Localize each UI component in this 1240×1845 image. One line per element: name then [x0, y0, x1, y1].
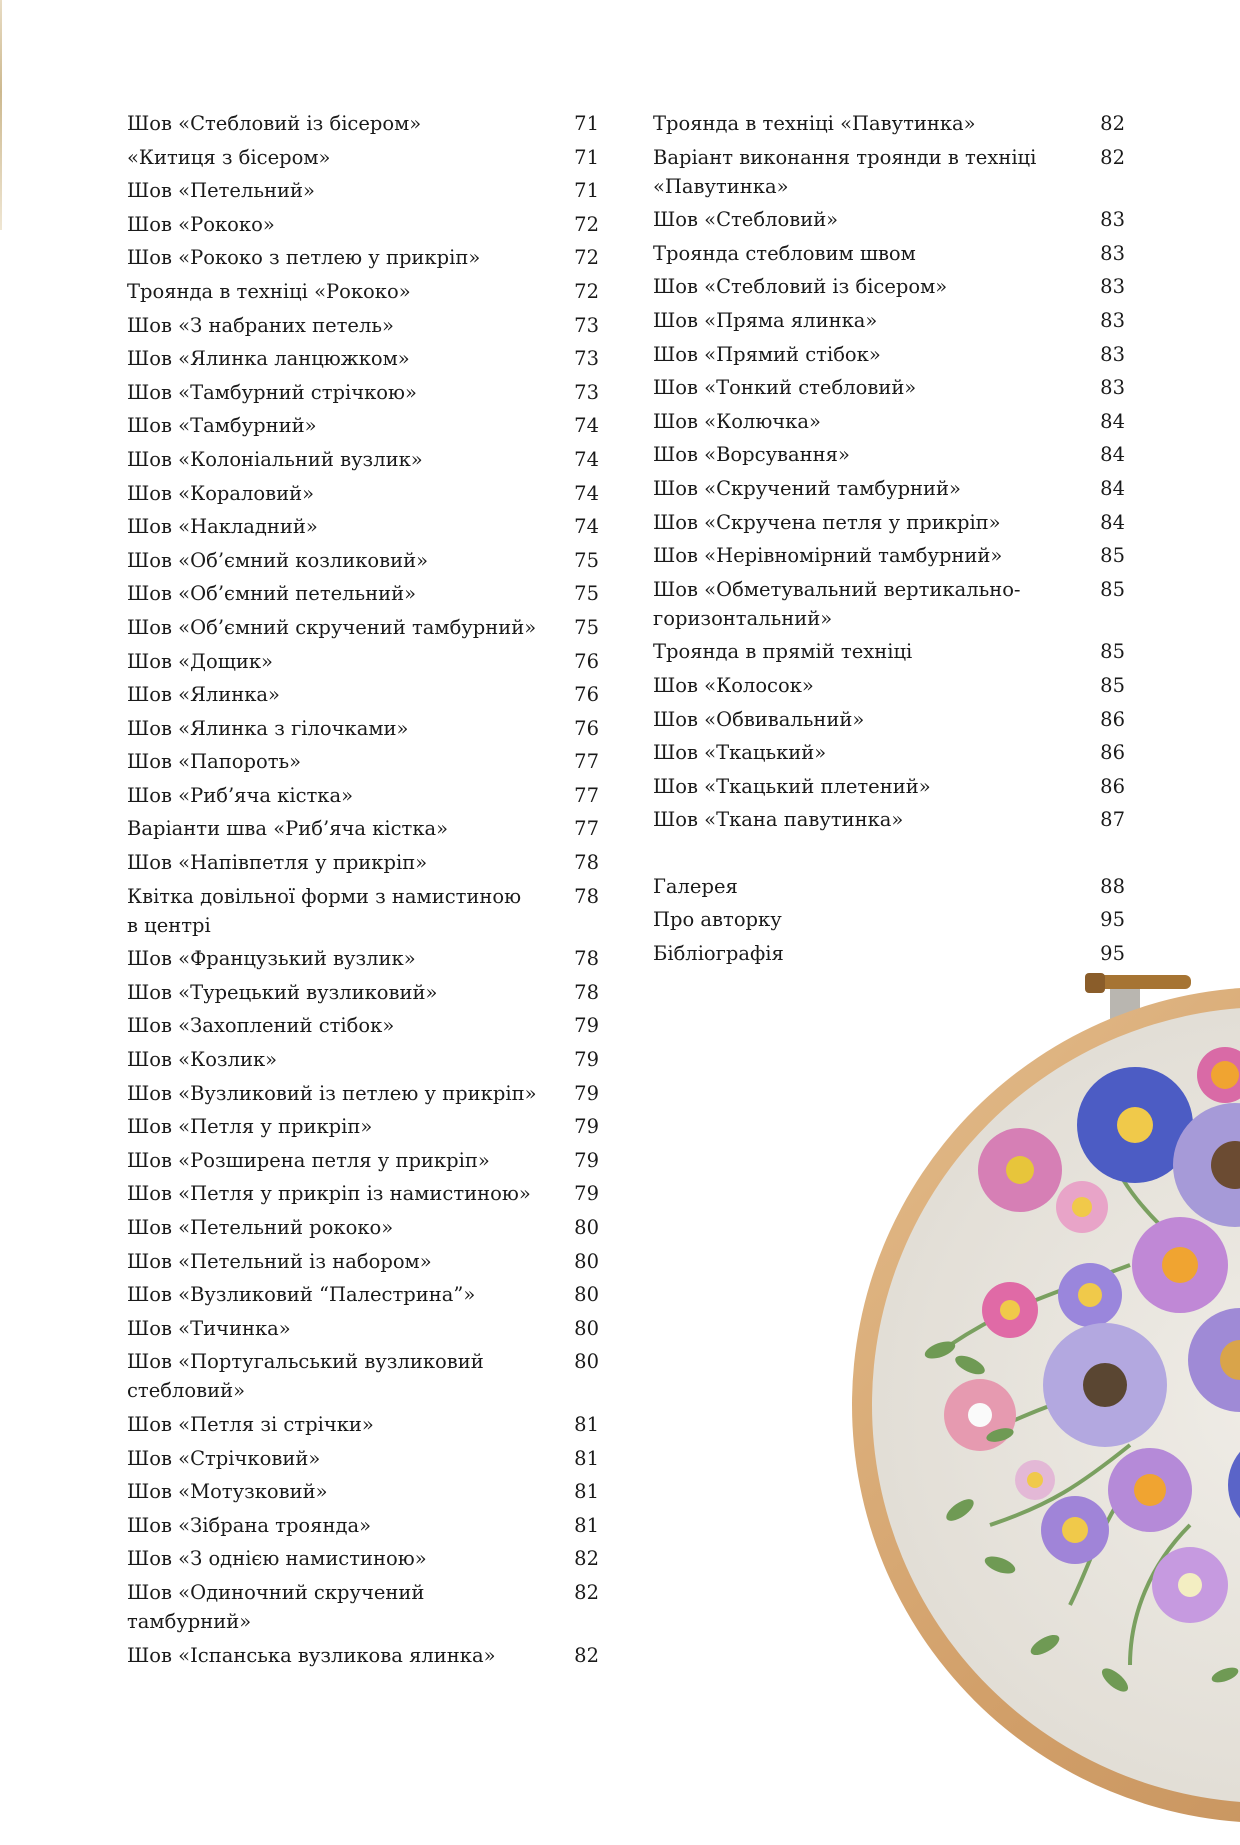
toc-entry: [127, 848, 599, 877]
toc-entry: [653, 872, 1125, 901]
toc-entry: [127, 143, 599, 172]
toc-entry: [127, 747, 599, 776]
toc-entry: [653, 340, 1125, 369]
embroidery-hoop-image: [830, 965, 1240, 1845]
toc-entry-title: Шов «Французький вузлик»: [127, 947, 416, 971]
toc-entry-page-number: 73: [574, 347, 599, 371]
toc-entry: [127, 243, 599, 272]
toc-entry-title: Шов «Петля у прикріп із намистиною»: [127, 1182, 531, 1206]
toc-entry-page-number: 78: [574, 947, 599, 971]
toc-entry: [127, 579, 599, 608]
toc-entry: [653, 705, 1125, 734]
toc-entry-page-number: 83: [1100, 376, 1125, 400]
toc-entry: [127, 714, 599, 743]
toc-entry-title: Шов «Петля у прикріп»: [127, 1115, 373, 1139]
toc-back-matter: [653, 872, 1125, 968]
toc-entry-title: Шов «Ткана павутинка»: [653, 808, 904, 832]
toc-entry-page-number: 79: [574, 1048, 599, 1072]
toc-entry-title: Шов «Петельний із набором»: [127, 1249, 432, 1273]
toc-entry: [127, 1410, 599, 1439]
toc-entry-page-number: 73: [574, 380, 599, 404]
toc-entry-title: Троянда стебловим швом: [653, 241, 916, 265]
toc-entry-title: Шов «Риб’яча кістка»: [127, 783, 354, 807]
toc-entry-title: Шов «Дощик»: [127, 649, 273, 673]
toc-entry-title: Шов «Козлик»: [127, 1048, 278, 1072]
toc-entry-page-number: 71: [574, 145, 599, 169]
toc-entry-title: Троянда в техніці «Рококо»: [127, 279, 411, 303]
toc-entry-page-number: 81: [574, 1446, 599, 1470]
toc-entry: [653, 541, 1125, 570]
toc-entry-page-number: 83: [1100, 241, 1125, 265]
toc-entry-page-number: 87: [1100, 808, 1125, 832]
toc-entry-page-number: 79: [574, 1115, 599, 1139]
toc-entry: [127, 944, 599, 973]
toc-entry: [127, 1477, 599, 1506]
toc-right-entries: [653, 109, 1125, 834]
toc-entry-page-number: 76: [574, 683, 599, 707]
toc-entry: [653, 407, 1125, 436]
toc-entry-title: Шов «Тонкий стебловий»: [653, 376, 917, 400]
toc-entry-page-number: 77: [574, 783, 599, 807]
toc-entry-title: Шов «Мотузковий»: [127, 1480, 328, 1504]
toc-entry: [127, 1146, 599, 1175]
toc-entry-page-number: 78: [574, 980, 599, 1004]
toc-entry-title: Шов «Стебловий»: [653, 208, 839, 232]
toc-entry-page-number: 84: [1100, 443, 1125, 467]
toc-entry: [653, 939, 1125, 968]
toc-entry-title: Шов «Ткацький плетений»: [653, 774, 931, 798]
toc-entry-title: Квітка довільної форми з намистиною в центрі: [127, 884, 522, 937]
toc-entry-title: Шов «Об’ємний скручений тамбурний»: [127, 615, 537, 639]
toc-entry-page-number: 74: [574, 447, 599, 471]
toc-entry-page-number: 84: [1100, 476, 1125, 500]
toc-entry-page-number: 84: [1100, 510, 1125, 534]
toc-entry-page-number: 80: [574, 1283, 599, 1307]
toc-entry-title: Шов «Ялинка з гілочками»: [127, 716, 409, 740]
toc-group-separator: [653, 839, 1125, 872]
toc-entry-page-number: 82: [574, 1547, 599, 1571]
toc-entry: [127, 1280, 599, 1309]
toc-entry-title: Шов «Стрічковий»: [127, 1446, 321, 1470]
toc-entry: [127, 1641, 599, 1670]
toc-entry-title: Шов «Об’ємний козликовий»: [127, 548, 429, 572]
toc-entry: [127, 978, 599, 1007]
toc-entry-title: Шов «Ялинка ланцюжком»: [127, 347, 410, 371]
toc-entry-page-number: 80: [574, 1316, 599, 1340]
toc-entry: [653, 109, 1125, 138]
toc-entry: [127, 1511, 599, 1540]
toc-entry-page-number: 79: [574, 1182, 599, 1206]
toc-entry-title: Троянда в техніці «Павутинка»: [653, 112, 976, 135]
toc-entry-page-number: 74: [574, 515, 599, 539]
toc-entry-page-number: 81: [574, 1412, 599, 1436]
page-spine-edge: [0, 0, 2, 230]
toc-entry-page-number: 80: [574, 1216, 599, 1239]
toc-entry: [127, 512, 599, 541]
toc-entry-page-number: 75: [574, 582, 599, 606]
toc-entry-title: Шов «Португальський вузликовий стебловий»: [127, 1350, 484, 1403]
toc-entry-title: Шов «Одиночний скручений тамбурний»: [127, 1580, 425, 1633]
toc-entry-title: «Китиця з бісером»: [127, 145, 331, 169]
toc-entry-title: Шов «З набраних петель»: [127, 313, 394, 337]
toc-entry-title: Шов «Петля зі стрічки»: [127, 1412, 374, 1436]
toc-entry-page-number: 83: [1100, 308, 1125, 332]
toc-entry: [127, 1314, 599, 1343]
toc-entry-page-number: 82: [574, 1643, 599, 1667]
toc-entry-page-number: 77: [574, 750, 599, 774]
toc-entry-page-number: 74: [574, 414, 599, 438]
toc-entry-page-number: 73: [574, 313, 599, 337]
toc-entry: [653, 637, 1125, 666]
toc-entry-page-number: 88: [1100, 874, 1125, 898]
toc-entry: [127, 814, 599, 843]
toc-entry: [127, 1045, 599, 1074]
toc-entry-title: Шов «Розширена петля у прикріп»: [127, 1148, 490, 1172]
toc-entry-page-number: 80: [574, 1350, 599, 1374]
toc-entry-title: Шов «Колючка»: [653, 409, 821, 433]
toc-entry-page-number: 82: [574, 1580, 599, 1604]
toc-entry-title: Шов «Ялинка»: [127, 683, 280, 707]
toc-entry: [127, 378, 599, 407]
toc-entry: [127, 1444, 599, 1473]
toc-entry: [127, 781, 599, 810]
toc-entry: [653, 805, 1125, 834]
toc-entry: [127, 109, 599, 138]
toc-entry-page-number: 83: [1100, 275, 1125, 299]
toc-entry-title: Шов «Ворсування»: [653, 443, 850, 467]
toc-entry: [127, 176, 599, 205]
toc-entry: [127, 1179, 599, 1208]
toc-entry: [653, 508, 1125, 537]
toc-entry: [127, 1112, 599, 1141]
toc-entry-page-number: 80: [574, 1249, 599, 1273]
toc-entry-page-number: 78: [574, 851, 599, 875]
toc-entry: [127, 210, 599, 239]
toc-entry-page-number: 82: [1100, 112, 1125, 135]
toc-entry-title: Галерея: [653, 874, 738, 898]
toc-entry-page-number: 85: [1100, 577, 1125, 601]
toc-entry-title: Шов «Ткацький»: [653, 741, 827, 765]
toc-entry-page-number: 85: [1100, 673, 1125, 697]
toc-entry-title: Бібліографія: [653, 942, 784, 966]
toc-entry-page-number: 86: [1100, 741, 1125, 765]
toc-entry-page-number: 81: [574, 1480, 599, 1504]
toc-entry: [127, 1347, 599, 1405]
toc-entry-title: Шов «Захоплений стібок»: [127, 1014, 395, 1038]
toc-entry: [127, 680, 599, 709]
toc-entry: [127, 1079, 599, 1108]
toc-entry: [127, 1213, 599, 1242]
toc-entry-title: Шов «Петельний рококо»: [127, 1216, 394, 1239]
toc-entry-page-number: 75: [574, 615, 599, 639]
toc-entry-title: Троянда в прямій техніці: [653, 640, 913, 664]
toc-entry-title: Шов «Прямий стібок»: [653, 342, 881, 366]
toc-entry: [127, 1544, 599, 1573]
toc-entry-title: Шов «Скручений тамбурний»: [653, 476, 961, 500]
toc-entry-page-number: 75: [574, 548, 599, 572]
toc-entry-title: Шов «Кораловий»: [127, 481, 315, 505]
toc-entry-title: Шов «Обвивальний»: [653, 707, 865, 731]
toc-entry-page-number: 77: [574, 817, 599, 841]
toc-entry-title: Шов «З однією намистиною»: [127, 1547, 427, 1571]
toc-right-column: [653, 109, 1125, 973]
toc-entry: [653, 772, 1125, 801]
toc-entry: [127, 613, 599, 642]
toc-entry: [653, 671, 1125, 700]
toc-entry-title: Шов «Рококо з петлею у прикріп»: [127, 246, 481, 270]
toc-entry-title: Шов «Тамбурний»: [127, 414, 317, 438]
toc-entry: [653, 905, 1125, 934]
toc-entry: [127, 647, 599, 676]
toc-entry-page-number: 83: [1100, 208, 1125, 232]
toc-entry-page-number: 71: [574, 112, 599, 135]
toc-entry-title: Шов «Петельний»: [127, 179, 315, 203]
toc-left-column: [127, 109, 599, 1674]
toc-entry-title: Шов «Рококо»: [127, 212, 275, 236]
toc-entry-title: Шов «Пряма ялинка»: [653, 308, 878, 332]
toc-entry: [653, 143, 1125, 201]
toc-entry-title: Шов «Скручена петля у прикріп»: [653, 510, 1001, 534]
toc-entry: [653, 373, 1125, 402]
toc-entry-title: Шов «Нерівномірний тамбурний»: [653, 544, 1003, 568]
toc-entry: [653, 474, 1125, 503]
toc-entry: [127, 277, 599, 306]
toc-entry-title: Варіант виконання троянди в техніці «Павутинка»: [653, 145, 1037, 198]
toc-entry-page-number: 78: [574, 884, 599, 908]
toc-entry: [653, 738, 1125, 767]
toc-entry: [653, 205, 1125, 234]
toc-entry-page-number: 85: [1100, 640, 1125, 664]
toc-entry-page-number: 85: [1100, 544, 1125, 568]
toc-entry: [127, 1011, 599, 1040]
toc-entry: [653, 306, 1125, 335]
toc-entry-page-number: 86: [1100, 774, 1125, 798]
toc-entry-title: Шов «Обметувальний вертикально-горизонтальний»: [653, 577, 1021, 630]
toc-entry-title: Шов «Турецький вузликовий»: [127, 980, 438, 1004]
toc-entry-page-number: 76: [574, 716, 599, 740]
toc-entry-title: Шов «Накладний»: [127, 515, 318, 539]
toc-entry-page-number: 72: [574, 246, 599, 270]
toc-entry-title: Шов «Іспанська вузликова ялинка»: [127, 1643, 496, 1667]
toc-entry-page-number: 79: [574, 1081, 599, 1105]
toc-entry: [127, 479, 599, 508]
toc-entry-page-number: 76: [574, 649, 599, 673]
toc-entry: [127, 311, 599, 340]
toc-entry-title: Шов «Папороть»: [127, 750, 302, 774]
toc-entry-title: Про авторку: [653, 908, 782, 932]
toc-entry: [653, 440, 1125, 469]
toc-entry: [653, 575, 1125, 633]
toc-entry-page-number: 82: [1100, 145, 1125, 169]
toc-entry-title: Шов «Напівпетля у прикріп»: [127, 851, 428, 875]
toc-entry-title: Шов «Тамбурний стрічкою»: [127, 380, 417, 404]
toc-entry: [127, 546, 599, 575]
toc-entry: [127, 445, 599, 474]
toc-entry: [127, 1578, 599, 1636]
toc-entry-title: Шов «Стебловий із бісером»: [653, 275, 948, 299]
toc-entry-title: Шов «Колосок»: [653, 673, 814, 697]
toc-entry-page-number: 79: [574, 1014, 599, 1038]
toc-entry-page-number: 81: [574, 1513, 599, 1537]
toc-entry-title: Шов «Тичинка»: [127, 1316, 291, 1340]
toc-entry-title: Шов «Вузликовий із петлею у прикріп»: [127, 1081, 537, 1105]
toc-entry-page-number: 86: [1100, 707, 1125, 731]
toc-entry: [127, 344, 599, 373]
toc-entry-page-number: 84: [1100, 409, 1125, 433]
toc-entry-page-number: 95: [1100, 908, 1125, 932]
toc-entry-page-number: 71: [574, 179, 599, 203]
toc-entry: [653, 239, 1125, 268]
toc-entry-title: Шов «Колоніальний вузлик»: [127, 447, 423, 471]
toc-entry-page-number: 72: [574, 279, 599, 303]
toc-entry: [127, 882, 599, 940]
toc-entry: [127, 411, 599, 440]
toc-entry: [127, 1247, 599, 1276]
toc-entry-page-number: 95: [1100, 942, 1125, 966]
toc-entry-title: Шов «Об’ємний петельний»: [127, 582, 417, 606]
toc-entry-page-number: 72: [574, 212, 599, 236]
toc-entry-page-number: 74: [574, 481, 599, 505]
toc-entry-title: Варіанти шва «Риб’яча кістка»: [127, 817, 449, 841]
toc-entry-page-number: 79: [574, 1148, 599, 1172]
toc-entry-page-number: 83: [1100, 342, 1125, 366]
toc-entry-title: Шов «Вузликовий “Палестрина”»: [127, 1283, 476, 1307]
toc-entry-title: Шов «Стебловий із бісером»: [127, 112, 422, 135]
toc-entry: [653, 272, 1125, 301]
toc-entry-title: Шов «Зібрана троянда»: [127, 1513, 372, 1537]
